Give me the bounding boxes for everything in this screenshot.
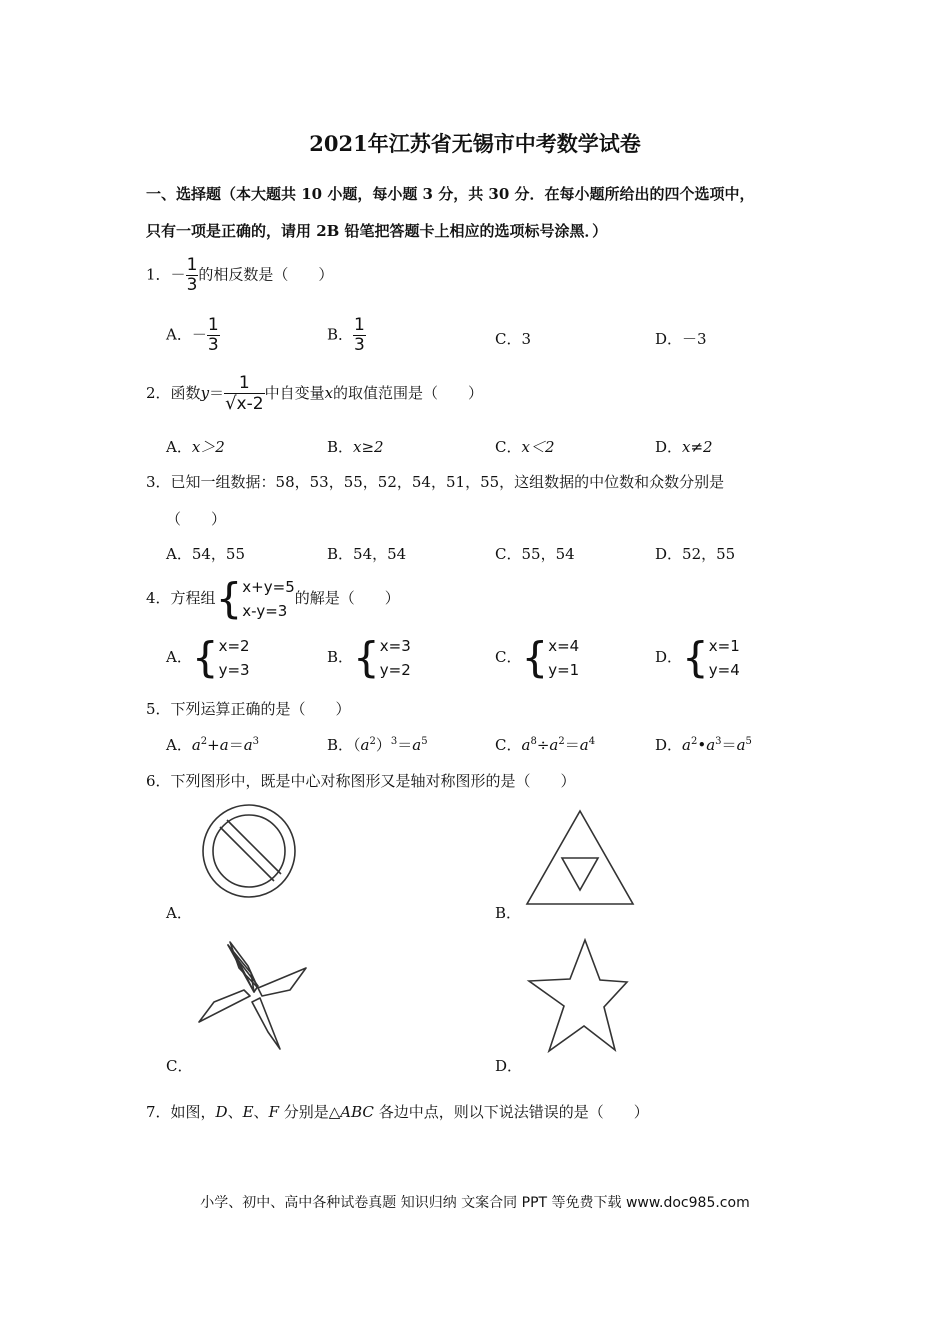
q1-option-a: A．－ $\frac{1}{3}$ (166, 315, 219, 355)
question-7: 7．如图，D、E、F 分别是△ABC 各边中点，则以下说法错误的是（ ） (146, 1103, 649, 1121)
footer-text: 小学、初中、高中各种试卷真题 知识归纳 文案合同 PPT 等免费下载 www.doc985.com (200, 1195, 750, 1211)
q3-option-b: B．54，54 (327, 545, 407, 563)
q5-option-c: C．$a^8\div a^2=a^4$ (495, 736, 596, 754)
q4-option-c: C．{ x=4 y=1 (495, 633, 580, 682)
q3-option-a: A．54，55 (166, 545, 246, 563)
q6-option-d: D． (495, 1057, 523, 1075)
q1-option-b: B． $\frac{1}{3}$ (327, 315, 365, 355)
question-2: 2．函数y＝ $\frac{1}{√x-2}$ 中自变量x的取值范围是（ ） (146, 373, 484, 414)
q2-option-c: C．x＜2 (495, 438, 555, 456)
section-header-line1: 一、选择题（本大题共 10 小题，每小题 3 分，共 30 分．在每小题所给出的四个选项中， (146, 185, 755, 203)
q3-option-c: C．55，54 (495, 545, 575, 563)
q4-option-b: B．{ x=3 y=2 (327, 633, 411, 682)
triangle-figure (525, 808, 637, 908)
question-1 (146, 256, 333, 295)
q3-option-d: D．52，55 (655, 545, 736, 563)
q6-option-a: A． (166, 904, 192, 922)
page-title: 2021年江苏省无锡市中考数学试卷 (309, 131, 641, 156)
q2-option-a: A．x＞2 (166, 438, 225, 456)
q1-text: 的相反数是（ ） (198, 265, 334, 284)
question-3-line2: （ ） (166, 510, 227, 528)
q2-fraction: $\frac{1}{√x-2}$ (225, 373, 264, 414)
section-header-line2: 只有一项是正确的，请用 2B 铅笔把答题卡上相应的选项标号涂黑．） (146, 222, 608, 240)
q1-option-c: C．3 (495, 330, 532, 348)
question-6: 6．下列图形中，既是中心对称图形又是轴对称图形的是（ ） (146, 772, 576, 790)
q2-option-d: D．x≠2 (655, 438, 713, 456)
question-4: 4．方程组{ x+y=5 x-y=3 的解是（ ） (146, 574, 400, 623)
q5-option-d: D．$a^2•a^3=a^5$ (655, 736, 752, 754)
no-sign-figure (196, 803, 306, 899)
question-5: 5．下列运算正确的是（ ） (146, 700, 351, 718)
q5-option-b: B．$(a^2)^3=a^5$ (327, 736, 428, 754)
q1-minus: － (170, 265, 186, 284)
q6-option-b: B． (495, 904, 522, 922)
q1-number: 1． (146, 265, 171, 284)
q6-option-c: C． (166, 1057, 193, 1075)
q1-option-d: D．－3 (655, 330, 707, 348)
q2-option-b: B．x≥2 (327, 438, 384, 456)
question-3: 3．已知一组数据：58，53，55，52，54，51，55，这组数据的中位数和众数分别是 (146, 473, 725, 491)
q5-option-a: A．$a^2+a=a^3$ (166, 736, 260, 754)
q4-option-a: A．{ x=2 y=3 (166, 633, 250, 682)
q4-option-d: D．{ x=1 y=4 (655, 633, 740, 682)
q1-fraction: $\frac{1}{3}$ (186, 255, 198, 295)
pinwheel-figure (194, 936, 312, 1058)
star-figure (525, 938, 631, 1054)
